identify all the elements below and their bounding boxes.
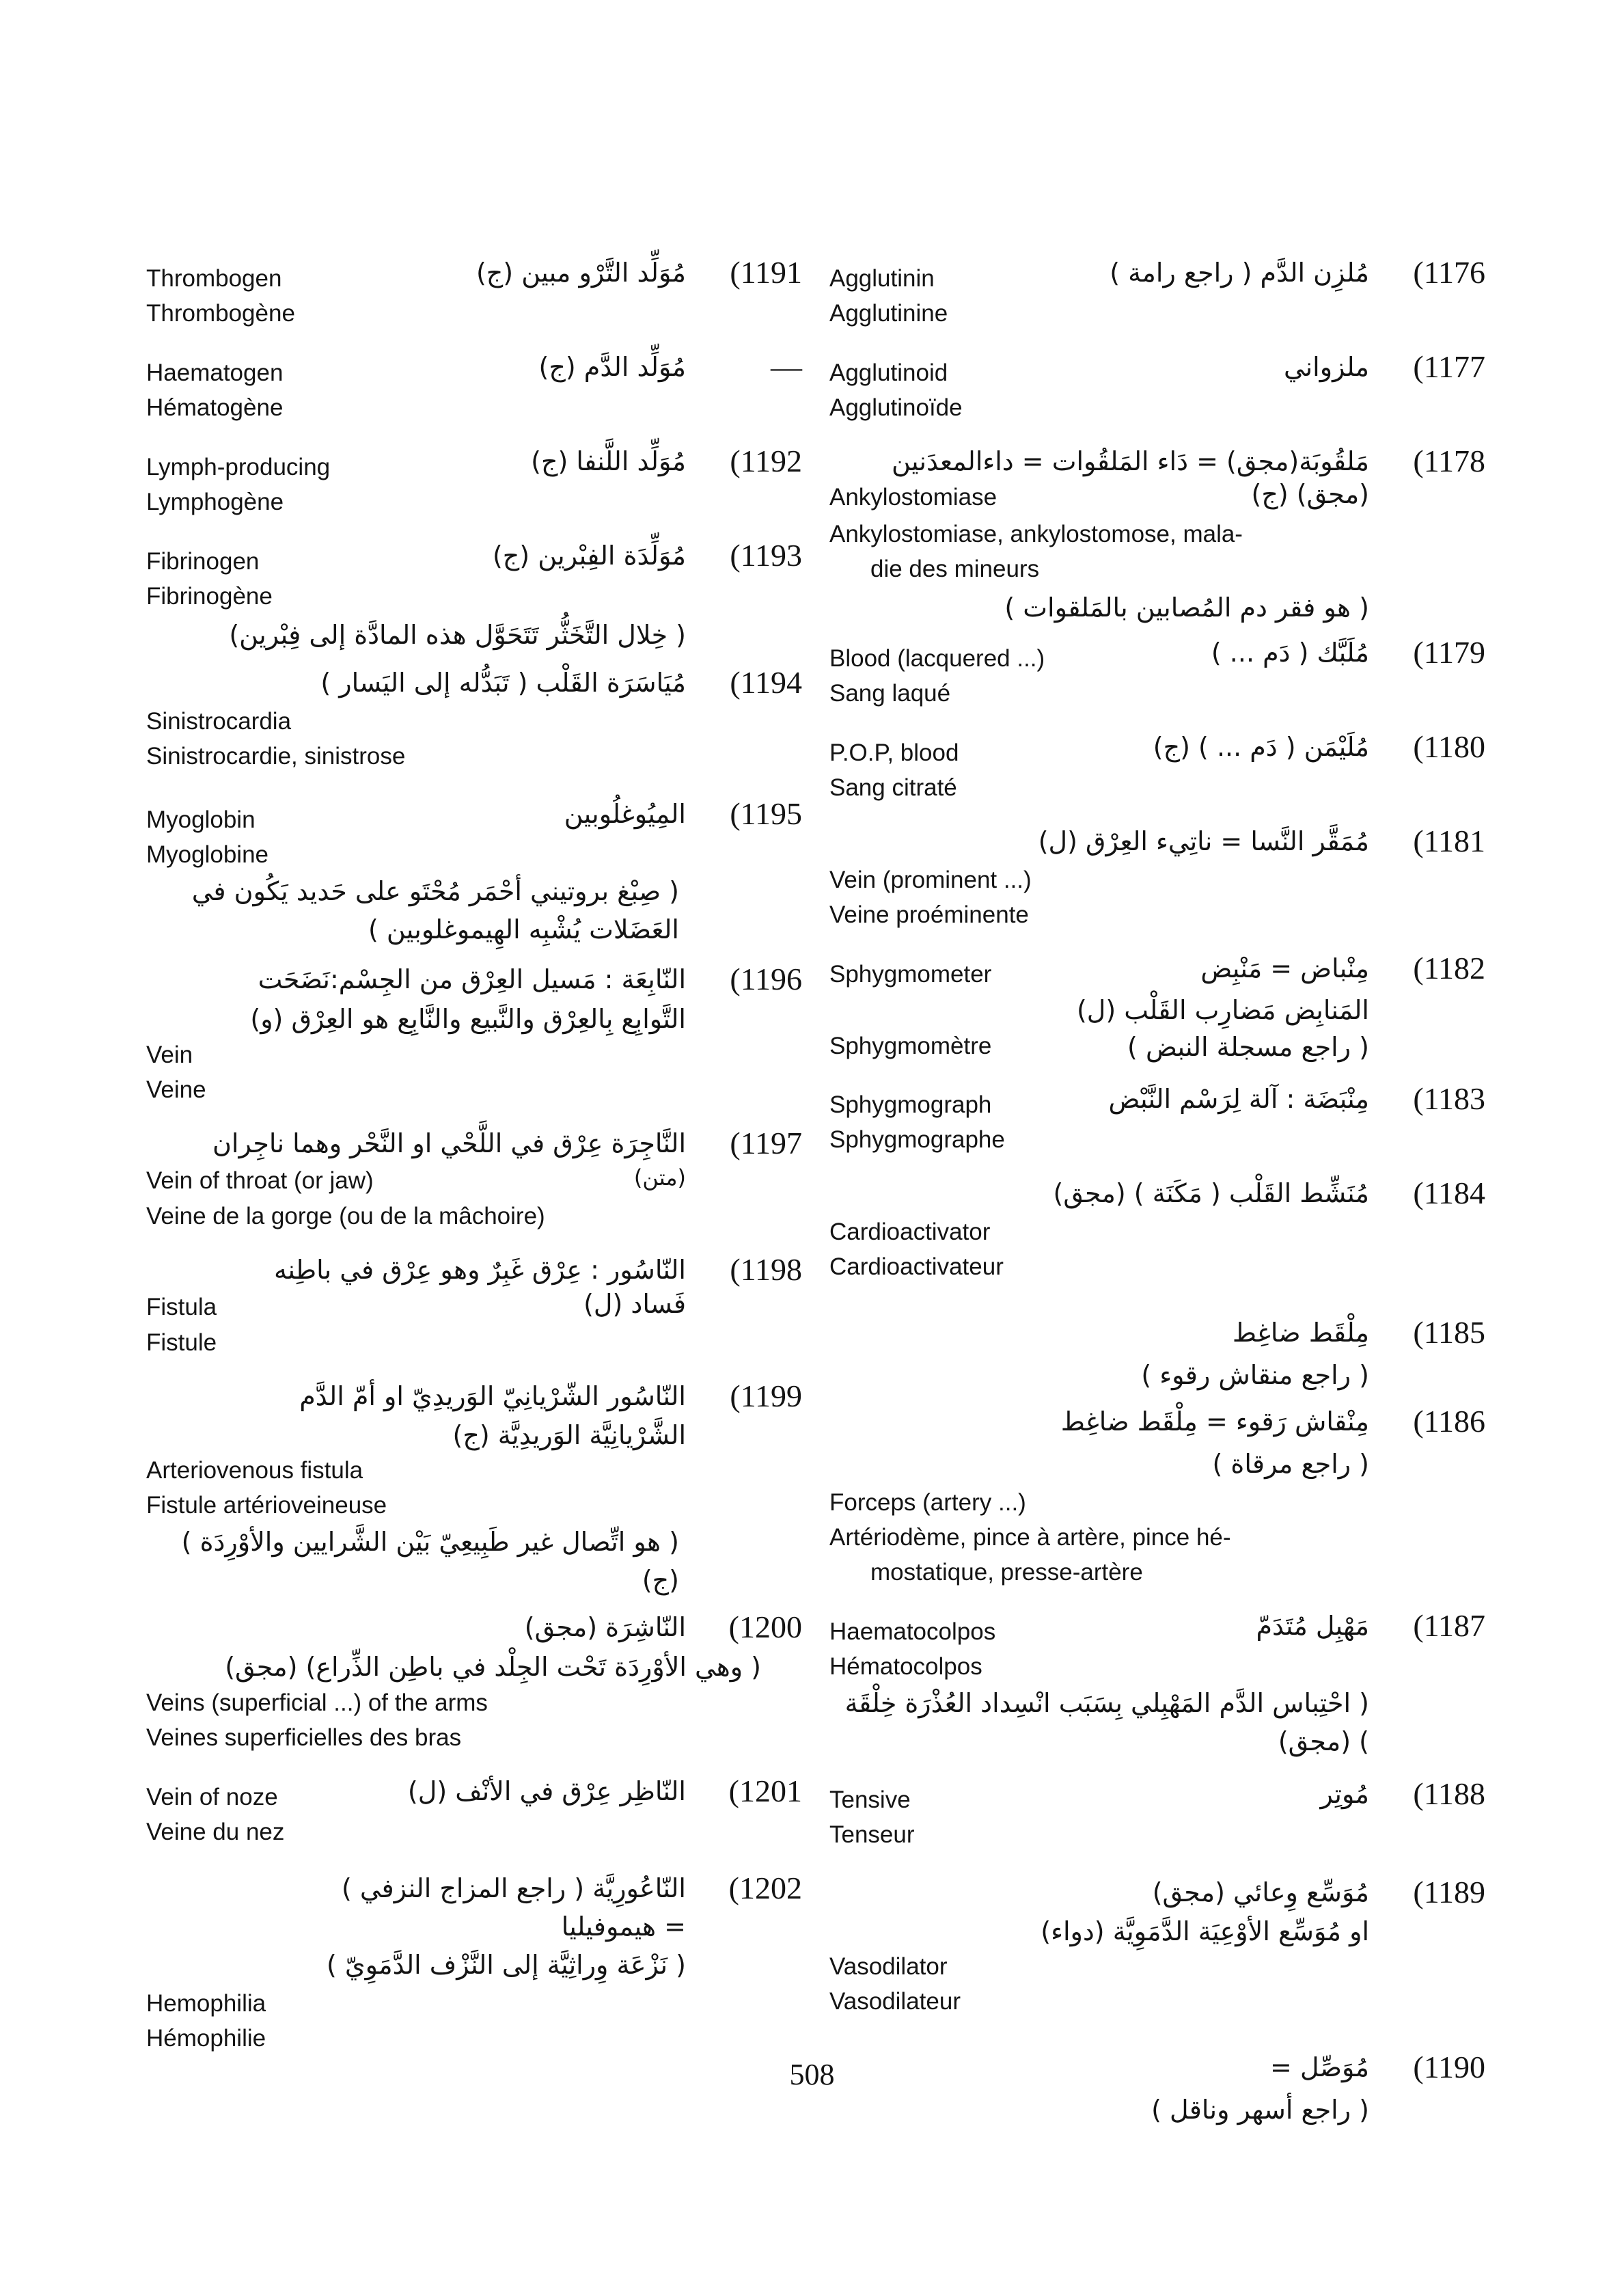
arabic-definition: ( راجع منقاش رقوء ) <box>1141 1360 1369 1390</box>
english-term: Vein of noze <box>146 1784 278 1810</box>
arabic-definition: ( خِلال التَّخَثُّر تَتَحَوَّل هذه المادَّة إلى فِبْرين) <box>229 620 686 650</box>
entry-1187 <box>829 1605 1485 1760</box>
english-term: Tensive <box>829 1786 911 1813</box>
arabic-term: النّاسُور : عِرْق غَبِرٌ وهو عِرْق في باطِنه <box>273 1255 686 1285</box>
french-term: Sang citraté <box>829 774 957 801</box>
entry-1195 <box>146 793 802 949</box>
entry-number: — <box>771 349 802 384</box>
entry-1189 <box>829 1871 1485 2019</box>
arabic-term: المِيُوغلُوبين <box>564 799 686 829</box>
entry-number: (1186 <box>1413 1404 1485 1439</box>
arabic-definition: ( راجع مسجلة النبض ) <box>1127 1032 1369 1062</box>
french-term: Agglutinoïde <box>829 394 963 421</box>
entry-number: (1202 <box>728 1871 802 1905</box>
arabic-term: مِنْباض = مَنْبِض <box>1200 953 1369 983</box>
english-term: Sphygmograph <box>829 1091 992 1118</box>
arabic-term: مُوَلِّد التَّرْو مبين (ج) <box>476 258 686 288</box>
arabic-note: او مُوَسِّع الأوْعِيَة الدَّمَوِيَّة (دواء) <box>1041 1916 1369 1946</box>
french-term: Artériodème, pince à artère, pince hé- <box>829 1524 1231 1551</box>
arabic-note: التَّوابِع بِالعِرْق والنَّبيع والنَّابِع هو العِرْق (و) <box>250 1004 686 1034</box>
arabic-term: النّاشِرَة (مجق) <box>524 1612 686 1642</box>
french-term-cont: die des mineurs <box>870 556 1040 582</box>
english-term: Thrombogen <box>146 265 282 292</box>
arabic-definition: ( نَزْعَة وِراثِيَّة إلى النَّزْف الدَّمَوِيّ ) <box>327 1950 686 1980</box>
entry-number: (1176 <box>1413 255 1485 290</box>
arabic-definition: ( وهي الأوْرِدَة تَحْت الجِلْد في باطِن الذِّراع) (مجق) <box>225 1652 761 1682</box>
arabic-definition: ( راجع مرقاة ) <box>1212 1449 1369 1479</box>
entry-haematogen <box>146 346 802 425</box>
entry-number: (1196 <box>730 962 802 996</box>
entry-number: (1195 <box>730 796 802 831</box>
arabic-term: مُمَقَّر النَّسا = ناتِيء العِرْق (ل) <box>1038 826 1369 856</box>
english-term: Agglutinin <box>829 265 935 292</box>
french-term: Sphygmographe <box>829 1126 1005 1153</box>
entry-1198 <box>146 1249 802 1360</box>
entry-number: (1178 <box>1413 444 1485 478</box>
french-term: Thrombogène <box>146 300 295 327</box>
entry-1202 <box>146 1867 802 2056</box>
entry-1196 <box>146 958 802 1107</box>
arabic-term: النَّاجِرَة عِرْق في اللَّحْي او النَّحْر وهما ناجِران <box>212 1128 686 1158</box>
french-term: Fibrinogène <box>146 583 273 610</box>
entry-1183 <box>829 1078 1485 1157</box>
english-term: Ankylostomiase <box>829 484 997 511</box>
arabic-note: المَنابِض مَضارِب القَلْب (ل) <box>1076 995 1369 1025</box>
entry-1201 <box>146 1770 802 1849</box>
arabic-term: النّاسُور الشّرْيانِيّ الوَريدِيّ او أمّ الدَّم <box>299 1381 686 1411</box>
arabic-term: مُلزِن الدَّم ( راجع رامة ) <box>1110 258 1369 288</box>
entry-1184 <box>829 1172 1485 1284</box>
entry-number: (1197 <box>730 1126 802 1160</box>
right-column <box>829 251 1485 2131</box>
left-column <box>146 251 802 2056</box>
entry-number: (1181 <box>1413 824 1485 858</box>
english-term: Haematocolpos <box>829 1618 996 1645</box>
entry-1197 <box>146 1122 802 1234</box>
english-term: Fibrinogen <box>146 548 260 575</box>
french-term: Veine du nez <box>146 1819 285 1845</box>
french-term: Veine <box>146 1076 206 1103</box>
french-term: Sang laqué <box>829 680 951 707</box>
entry-number: (1200 <box>728 1609 802 1644</box>
french-term-cont: mostatique, presse-artère <box>870 1559 1143 1586</box>
english-term: Fistula <box>146 1294 217 1320</box>
entry-1191 <box>146 251 802 331</box>
entry-number: (1193 <box>730 538 802 573</box>
english-term: Blood (lacquered ...) <box>829 645 1045 672</box>
english-term: Forceps (artery ...) <box>829 1489 1026 1516</box>
arabic-term: مَلقُوبَة(مجق) = دَاء المَلقُوات = داءالمعدَنين <box>892 446 1369 476</box>
entry-number: (1199 <box>730 1378 802 1413</box>
entry-number: (1188 <box>1413 1776 1485 1811</box>
page-number: 508 <box>789 2058 835 2091</box>
arabic-term: ملزواني <box>1283 352 1369 382</box>
english-term: Vein <box>146 1042 193 1068</box>
entry-number: (1191 <box>730 255 802 290</box>
english-term: Vein (prominent ...) <box>829 867 1032 893</box>
arabic-term: مُوَلِّد اللَّنفا (ج) <box>531 446 686 476</box>
arabic-term: مُوَلِّد الدَّم (ج) <box>538 352 686 382</box>
entry-1180 <box>829 726 1485 805</box>
entry-number: (1182 <box>1413 951 1485 985</box>
english-term: Myoglobin <box>146 806 256 833</box>
arabic-term: مِنْقاش رَقوء = مِلْقَط ضاغِط <box>1060 1406 1369 1437</box>
french-term: Hématogène <box>146 394 284 421</box>
arabic-note: فَساد (ل) <box>583 1289 686 1319</box>
arabic-term: مُوَلِّدَة الفِبْرين (ج) <box>492 541 686 571</box>
english-term: Haematogen <box>146 359 284 386</box>
arabic-note: الشَّرْيانِيَّة الوَريدِيَّة (ج) <box>452 1420 686 1450</box>
entry-1199 <box>146 1375 802 1599</box>
french-term: Hémophilie <box>146 2025 266 2052</box>
entry-number: (1185 <box>1413 1315 1485 1350</box>
entry-1193 <box>146 534 802 656</box>
french-term: Vasodilateur <box>829 1988 961 2015</box>
entry-number: (1179 <box>1413 635 1485 670</box>
entry-number: (1184 <box>1413 1175 1485 1210</box>
french-term: Cardioactivateur <box>829 1253 1004 1280</box>
english-term: P.O.P, blood <box>829 739 959 766</box>
entry-number: (1194 <box>730 665 802 700</box>
arabic-definition: ( احْتِباس الدَّم المَهْبِلي بِسَبَب انْسِداد العُذْرَة خِلْقَة ) (مجق) <box>844 1688 1369 1756</box>
entry-1188 <box>829 1773 1485 1852</box>
arabic-term: مُنَشِّط القَلْب ( مَكَنَة ) (مجق) <box>1053 1178 1369 1208</box>
arabic-term: مُلَيْمَن ( دَم ... ) (ج) <box>1153 732 1369 762</box>
entry-number: (1183 <box>1413 1081 1485 1116</box>
entry-1182 <box>829 947 1485 1065</box>
arabic-definition: ( هو فقر دم المُصابين بالمَلقوات ) <box>1004 593 1369 623</box>
entry-number: (1198 <box>730 1252 802 1287</box>
english-term: Arteriovenous fistula <box>146 1457 363 1484</box>
english-term: Vasodilator <box>829 1953 948 1980</box>
entry-number: (1180 <box>1413 729 1485 764</box>
entry-1192 <box>146 440 802 519</box>
entry-1179 <box>829 631 1485 711</box>
french-term: Sphygmomètre <box>829 1033 992 1059</box>
entry-number: (1201 <box>728 1773 802 1808</box>
entry-number: (1192 <box>730 444 802 478</box>
arabic-term: مُوتِر <box>1320 1779 1369 1809</box>
arabic-note: (متن) <box>633 1165 686 1191</box>
arabic-term: مِنْبَضَة : آلة لِرَسْم النَّبْض <box>1108 1084 1369 1114</box>
french-term: Agglutinine <box>829 300 948 327</box>
arabic-definition: ( هو اتِّصال غير طَبِيعِيّ بَيْن الشَّرايين والأوْرِدَة ) (ج) <box>181 1527 679 1595</box>
arabic-definition: ( راجع أسهر وناقل ) <box>1151 2095 1369 2125</box>
entry-1186 <box>829 1400 1485 1590</box>
french-term: Tenseur <box>829 1821 915 1848</box>
french-term: Fistule artérioveineuse <box>146 1492 387 1519</box>
english-term: Veins (superficial ...) of the arms <box>146 1689 488 1716</box>
french-term: Fistule <box>146 1329 217 1356</box>
english-term: Sphygmometer <box>829 961 992 988</box>
entry-1177 <box>829 346 1485 425</box>
french-term: Veine proéminente <box>829 901 1029 928</box>
arabic-term: مَهْبِل مُتَدَمّ <box>1256 1611 1369 1641</box>
entry-number: (1187 <box>1413 1608 1485 1643</box>
entry-1200 <box>146 1606 802 1755</box>
french-term: Veines superficielles des bras <box>146 1724 462 1751</box>
french-term: Myoglobine <box>146 841 269 868</box>
arabic-term: مُيَاسَرَة القَلْب ( تَبَدُّله إلى اليَسار ) <box>320 668 686 698</box>
english-term: Sinistrocardia <box>146 708 292 735</box>
french-term: Sinistrocardie, sinistrose <box>146 743 406 770</box>
english-term: Vein of throat (or jaw) <box>146 1167 374 1194</box>
entry-number: (1189 <box>1413 1875 1485 1909</box>
english-term: Hemophilia <box>146 1990 266 2017</box>
arabic-term: النّاعُورِيَّة ( راجع المزاج النزفي ) <box>341 1873 686 1903</box>
arabic-definition: ( صِبْغ بروتيني أحْمَر مُحْتَو على حَديد يَكُون في العَضَلات يُشْبِه الهِيموغلوبين ) <box>191 876 679 944</box>
entry-number: (1177 <box>1413 349 1485 384</box>
french-term: Lymphogène <box>146 489 284 515</box>
arabic-term: النّاظِر عِرْق في الأنْف (ل) <box>407 1776 686 1806</box>
arabic-term: مِلْقَط ضاغِط <box>1232 1318 1369 1348</box>
entry-1181 <box>829 820 1485 932</box>
english-term: Cardioactivator <box>829 1219 991 1245</box>
arabic-note: = هيموفيليا <box>561 1912 686 1942</box>
entry-1185 <box>829 1311 1485 1396</box>
entry-1178 <box>829 440 1485 629</box>
english-term: Agglutinoid <box>829 359 948 386</box>
entry-number: (1190 <box>1413 2050 1485 2084</box>
arabic-term: مُلَبَّك ( دَم ... ) <box>1211 638 1369 668</box>
arabic-note: (مجق) (ج) <box>1251 479 1369 509</box>
entry-1194 <box>146 662 802 774</box>
french-term: Veine de la gorge (ou de la mâchoire) <box>146 1203 545 1229</box>
arabic-term: مُوَسِّع وِعائي (مجق) <box>1152 1877 1369 1907</box>
english-term: Lymph-producing <box>146 454 331 480</box>
entry-1176 <box>829 251 1485 331</box>
arabic-term: مُوَصِّل = <box>1270 2052 1369 2082</box>
arabic-term: النّابِعَة : مَسيل العِرْق من الجِسْم:نَضَحَت <box>258 964 686 994</box>
french-term: Hématocolpos <box>829 1653 982 1680</box>
french-term: Ankylostomiase, ankylostomose, mala- <box>829 521 1243 547</box>
